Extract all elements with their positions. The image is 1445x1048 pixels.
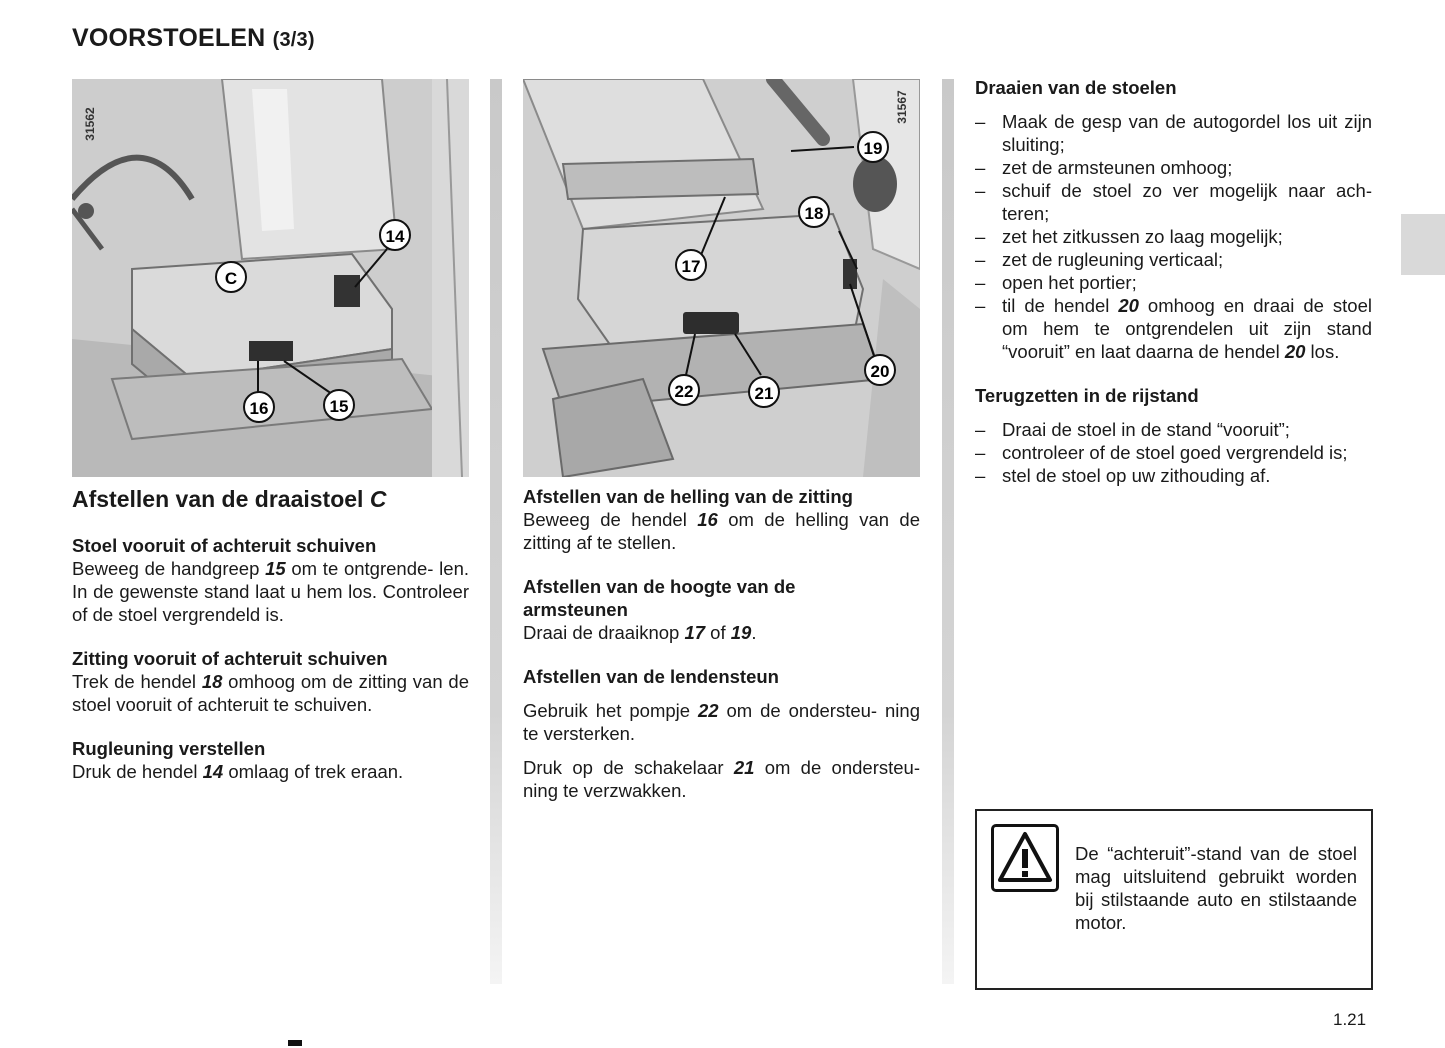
column-2 [523, 485, 920, 802]
chapter-tab [1401, 214, 1445, 275]
callout-label: 22 [674, 382, 694, 401]
list-item: – schuif de stoel zo ver mogelijk naar ach- teren; [975, 179, 1372, 225]
list-item: – Draai de stoel in de stand “vooruit”; [975, 418, 1372, 441]
paragraph: Gebruik het pompje 22 om de ondersteu- ning te versterken. [523, 700, 920, 744]
callout-label: 15 [329, 397, 349, 416]
heading-letter: C [369, 486, 387, 512]
column-1 [72, 485, 469, 783]
section-heading: Afstellen van de draaistoel C [72, 486, 387, 512]
callout-label: 14 [385, 227, 405, 246]
subsection-title: Zitting vooruit of achteruit schuiven [72, 648, 388, 669]
print-mark [288, 1040, 302, 1046]
instruction-list [975, 110, 1372, 363]
figure-swivel-seat [72, 79, 469, 477]
subsection-title: Afstellen van de hoogte van de armsteunen [523, 576, 796, 620]
list-item: – zet de armsteunen omhoog; [975, 156, 1372, 179]
list-item: – controleer of de stoel goed vergrendeld is; [975, 441, 1372, 464]
figure-code: 31567 [895, 90, 909, 124]
callout-label: C [224, 269, 238, 288]
warning-text: De “achteruit”-stand van de stoel mag uitsluitend gebruikt worden bij stilstaande auto en stilstaande motor. [1075, 842, 1357, 933]
callout-label: 20 [870, 362, 890, 381]
subsection-title: Afstellen van de lendensteun [523, 666, 779, 687]
paragraph: Beweeg de hendel 16 om de helling van de zitting af te stellen. [523, 509, 921, 553]
warning-triangle-icon [991, 824, 1059, 892]
figure-seat-adjusters-drawing [523, 79, 920, 477]
page-number: 1.21 [1333, 1010, 1367, 1029]
figure-seat-adjusters [523, 79, 920, 477]
paragraph: Trek de hendel 18 omhoog om de zitting van de stoel vooruit of achteruit te schuiven. [72, 671, 469, 715]
figure-swivel-seat-drawing [72, 79, 469, 477]
subsection-title: Rugleuning verstellen [72, 738, 266, 759]
paragraph: Beweeg de handgreep 15 om te ontgrende- len. In de gewenste stand laat u hem los. Controleer of de stoel vergrendeld is. [72, 558, 469, 625]
paragraph: Draai de draaiknop 17 of 19. [523, 622, 757, 643]
subsection-title: Terugzetten in de rijstand [975, 385, 1199, 406]
subsection-title: Afstellen van de helling van de zitting [523, 486, 853, 507]
list-item: – stel de stoel op uw zithouding af. [975, 464, 1372, 487]
callout-label: 17 [681, 257, 701, 276]
list-item: – zet het zitkussen zo laag mogelijk; [975, 225, 1372, 248]
callout-label: 19 [863, 139, 883, 158]
warning-box [975, 809, 1373, 990]
list-item: – Maak de gesp van de autogordel los uit zijn sluiting; [975, 110, 1372, 156]
list-item: – open het portier; [975, 271, 1372, 294]
subsection-title: Stoel vooruit of achteruit schuiven [72, 535, 377, 556]
list-item: – zet de rugleuning verticaal; [975, 248, 1372, 271]
figure-code: 31562 [83, 107, 97, 141]
column-gutter-left [490, 79, 502, 984]
callout-label: 18 [804, 204, 824, 223]
column-gutter-right [942, 79, 954, 984]
callout-label: 21 [754, 384, 774, 403]
instruction-list [975, 418, 1372, 487]
page-subtitle: (3/3) [272, 29, 315, 51]
list-item: – til de hendel 20 omhoog en draai de stoel om hem te ontgrendelen uit zijn stand “vooruit” en laat daarna de hendel 20 los. [975, 294, 1372, 363]
paragraph: Druk de hendel 14 omlaag of trek eraan. [72, 761, 404, 782]
callout-label: 16 [249, 399, 269, 418]
subsection-title: Draaien van de stoelen [975, 77, 1177, 98]
paragraph: Druk op de schakelaar 21 om de ondersteu- ning te verzwakken. [523, 757, 920, 801]
page-title: VOORSTOELEN (3/3) [72, 24, 315, 52]
column-3 [975, 76, 1372, 487]
